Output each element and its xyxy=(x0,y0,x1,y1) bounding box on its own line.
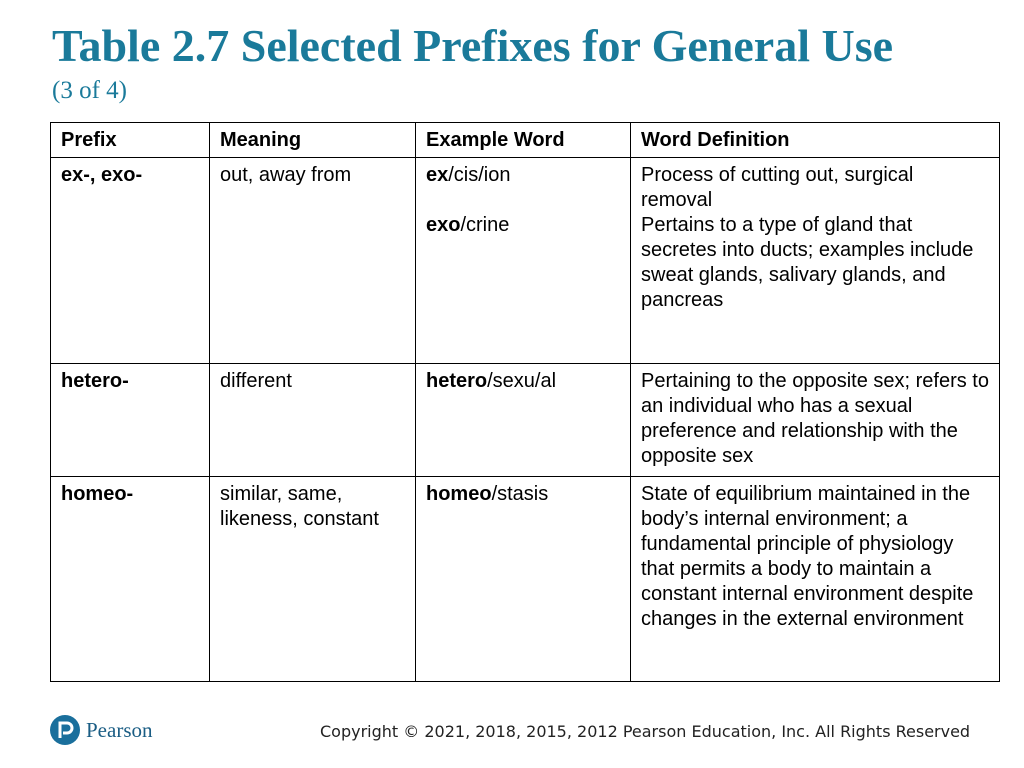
example-word-prefix: exo xyxy=(426,214,461,236)
example-word-rest: /crine xyxy=(460,214,510,236)
word-definition: Pertaining to the opposite sex; refers to an individual who has a sexual preference and relationship with the opposite sex xyxy=(641,370,989,467)
example-word-prefix: hetero xyxy=(426,370,488,392)
column-header-example-word: Example Word xyxy=(416,123,631,158)
example-word xyxy=(426,213,620,238)
meaning-cell: out, away from xyxy=(210,158,416,364)
example-word xyxy=(426,163,620,188)
pearson-mark-icon xyxy=(50,715,80,745)
table-row xyxy=(51,158,1000,364)
page-subtitle: (3 of 4) xyxy=(52,77,127,104)
example-word xyxy=(426,482,620,507)
prefix-table xyxy=(50,122,1000,682)
prefix-cell: hetero- xyxy=(51,364,210,477)
example-word-cell xyxy=(416,477,631,682)
example-word-prefix: ex xyxy=(426,164,449,186)
table-header-row xyxy=(51,123,1000,158)
example-word-rest: /stasis xyxy=(491,483,549,505)
copyright-notice: Copyright © 2021, 2018, 2015, 2012 Pearson Education, Inc. All Rights Reserved xyxy=(320,722,971,741)
pearson-brand-text: Pearson xyxy=(86,717,153,742)
word-definition-cell xyxy=(631,158,1000,364)
prefix-cell: homeo- xyxy=(51,477,210,682)
column-header-prefix: Prefix xyxy=(51,123,210,158)
example-word-cell xyxy=(416,364,631,477)
example-word-rest: /cis/ion xyxy=(448,164,511,186)
word-definition-cell xyxy=(631,477,1000,682)
word-definition: State of equilibrium maintained in the body’s internal environment; a fundamental principle of physiology that permits a body to maintain a constant internal environment despite changes in the external environment xyxy=(641,483,974,630)
meaning-cell: different xyxy=(210,364,416,477)
word-definition-cell xyxy=(631,364,1000,477)
word-definition: Pertains to a type of gland that secretes into ducts; examples include sweat glands, salivary glands, and pancreas xyxy=(641,214,974,311)
example-word xyxy=(426,369,620,394)
example-word-cell xyxy=(416,158,631,364)
table-row xyxy=(51,477,1000,682)
page-title: Table 2.7 Selected Prefixes for General Use xyxy=(52,20,894,71)
table-row xyxy=(51,364,1000,477)
pearson-logo xyxy=(50,714,153,746)
example-word-prefix: homeo xyxy=(426,483,492,505)
word-definition: Process of cutting out, surgical removal xyxy=(641,164,914,211)
column-header-meaning: Meaning xyxy=(210,123,416,158)
column-header-word-definition: Word Definition xyxy=(631,123,1000,158)
prefix-cell: ex-, exo- xyxy=(51,158,210,364)
example-word-rest: /sexu/al xyxy=(487,370,557,392)
meaning-cell: similar, same, likeness, constant xyxy=(210,477,416,682)
